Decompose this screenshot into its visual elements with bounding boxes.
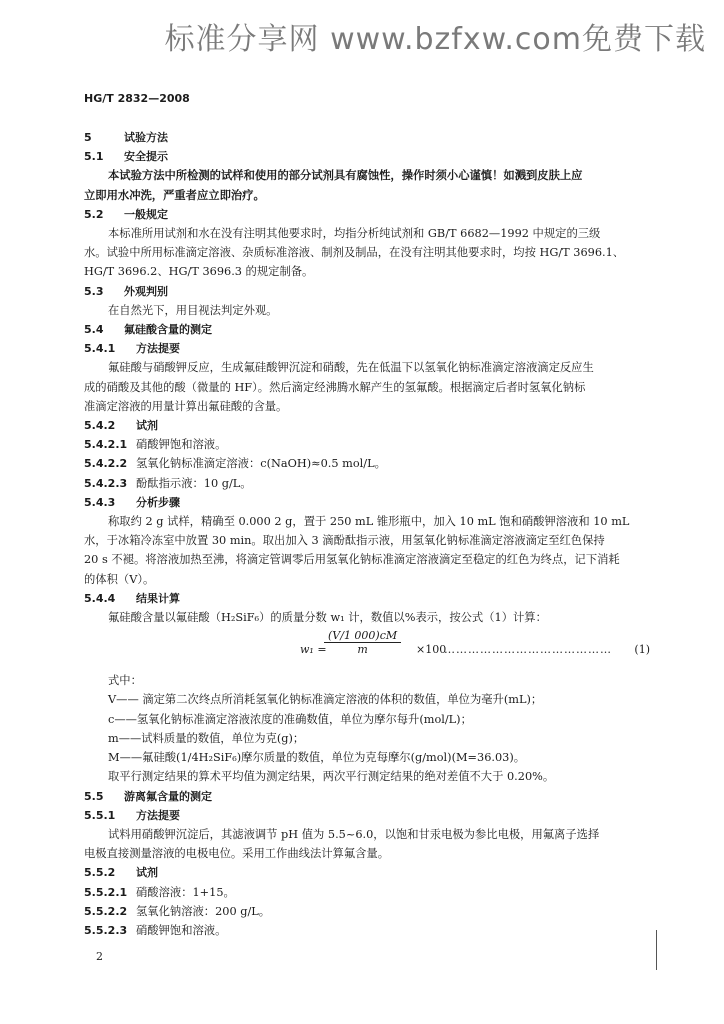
item-text: 氢氧化钠标准滴定溶液：c(NaOH)≈0.5 mol/L。: [136, 457, 386, 471]
section-heading: [84, 863, 654, 882]
variable-definition: m——试料质量的数值，单位为克(g)；: [108, 731, 305, 745]
paragraph-line: 准滴定溶液的用量计算出氟硅酸的含量。: [84, 399, 288, 413]
item-number: 5.5.2.2: [84, 904, 128, 918]
section-heading: [84, 282, 654, 301]
formula-numerator: (V/1 000)cM: [324, 629, 401, 643]
paragraph-line: 水。试验中所用标准滴定溶液、杂质标准溶液、制剂及制品，在没有注明其他要求时，均按 HG/T 3696.1、: [84, 246, 625, 260]
section-title: 一般规定: [124, 207, 168, 221]
paragraph-line: 水，于冰箱冷冻室中放置 30 min。取出加入 3 滴酚酞指示液，用氢氧化钠标准滴定溶液滴定至红色保持: [84, 534, 605, 548]
section-title: 结果计算: [136, 591, 180, 605]
item-number: 5.4.2.1: [84, 438, 128, 452]
paragraph-line: 本试验方法中所检测的试样和使用的部分试剂具有腐蚀性，操作时须小心谨慎！如溅到皮肤上应: [108, 168, 583, 183]
formula-lhs: w₁ =: [300, 643, 327, 657]
item-text: 酚酞指示液：10 g/L。: [136, 476, 252, 490]
formula-multiplier: ×100: [416, 643, 447, 657]
section-title: 方法提要: [136, 342, 180, 356]
list-item: [84, 902, 654, 921]
section-heading: [84, 806, 654, 825]
variable-definition: c——氢氧化钠标准滴定溶液浓度的准确数值，单位为摩尔每升(mol/L)；: [108, 712, 472, 726]
paragraph-line: 取平行测定结果的算术平均值为测定结果，两次平行测定结果的绝对差值不大于 0.20%。: [108, 770, 555, 784]
watermark: 标准分享网 www.bzfxw.com免费下载: [164, 22, 706, 57]
section-heading: [84, 147, 654, 166]
paragraph-line: 成的硝酸及其他的酸（微量的 HF）。然后滴定经沸腾水解产生的氢氟酸。根据滴定后者时氢氧化钠标: [84, 380, 586, 394]
section-heading: [84, 787, 654, 806]
section-number: 5.2: [84, 207, 104, 221]
section-title: 氟硅酸含量的测定: [124, 323, 212, 337]
paragraph-line: 式中：: [108, 674, 142, 688]
item-number: 5.4.2.3: [84, 476, 128, 490]
paragraph-line: 20 s 不褪。将溶液加热至沸，将滴定管调零后用氢氧化钠标准滴定溶液滴定至稳定的红色为终点，记下消耗: [84, 553, 620, 567]
paragraph-line: 称取约 2 g 试样，精确至 0.000 2 g，置于 250 mL 锥形瓶中，加入 10 mL 饱和硝酸钾溶液和 10 mL: [108, 515, 630, 529]
paragraph-line: 立即用水冲洗，严重者应立即治疗。: [84, 187, 265, 202]
formula-1: [84, 629, 654, 669]
section-number: 5.3: [84, 284, 104, 298]
list-item: [84, 474, 654, 493]
section-title: 分析步骤: [136, 495, 180, 509]
item-text: 硝酸钾饱和溶液。: [136, 438, 227, 452]
document-body: [84, 128, 654, 940]
section-heading: [84, 128, 654, 147]
formula-leader-dots: ……………………………………: [444, 643, 612, 657]
variable-definition: V—— 滴定第二次终点所消耗氢氧化钠标准滴定溶液的体积的数值，单位为毫升(mL)；: [108, 693, 543, 707]
formula-number: (1): [634, 643, 650, 657]
section-number: 5.5.2: [84, 866, 116, 880]
list-item: [84, 435, 654, 454]
section-number: 5.4: [84, 323, 104, 337]
section-number: 5.5.1: [84, 808, 116, 822]
item-text: 硝酸钾饱和溶液。: [136, 923, 227, 937]
document-code: HG/T 2832—2008: [84, 92, 190, 105]
section-heading: [84, 320, 654, 339]
list-item: [84, 921, 654, 940]
section-title: 外观判别: [124, 284, 168, 298]
section-title: 安全提示: [124, 150, 168, 164]
list-item: [84, 883, 654, 902]
formula-denominator: m: [357, 643, 368, 657]
section-title: 试剂: [136, 866, 158, 880]
item-number: 5.5.2.3: [84, 923, 128, 937]
scan-edge-line: [656, 930, 657, 970]
paragraph-line: 在自然光下，用目视法判定外观。: [108, 303, 278, 317]
paragraph-line: 的体积（V）。: [84, 572, 155, 586]
paragraph-line: 本标准所用试剂和水在没有注明其他要求时，均指分析纯试剂和 GB/T 6682—1992 中规定的三级: [108, 227, 601, 241]
item-number: 5.5.2.1: [84, 885, 128, 899]
paragraph-line: 试料用硝酸钾沉淀后，其滤液调节 pH 值为 5.5~6.0，以饱和甘汞电极为参比电极，用氟离子选择: [108, 827, 600, 841]
page-number: 2: [96, 950, 103, 963]
item-text: 硝酸溶液：1+15。: [136, 885, 235, 899]
section-title: 试验方法: [124, 131, 168, 144]
section-number: 5.4.1: [84, 342, 116, 356]
formula-fraction: [324, 629, 401, 656]
section-heading: [84, 205, 654, 224]
section-number: 5.4.3: [84, 495, 116, 509]
paragraph-line: 电极直接测量溶液的电极电位。采用工作曲线法计算氟含量。: [84, 847, 390, 861]
section-number: 5.4.2: [84, 419, 116, 433]
item-text: 氢氧化钠溶液：200 g/L。: [136, 904, 271, 918]
list-item: [84, 454, 654, 473]
section-number: 5.4.4: [84, 591, 116, 605]
section-title: 试剂: [136, 419, 158, 433]
section-title: 游离氟含量的测定: [124, 789, 212, 803]
section-heading: [84, 339, 654, 358]
paragraph-line: 氟硅酸含量以氟硅酸（H₂SiF₆）的质量分数 w₁ 计，数值以%表示，按公式（1）计算：: [108, 611, 547, 625]
variable-definition: M——氟硅酸(1/4H₂SiF₆)摩尔质量的数值，单位为克每摩尔(g/mol)(M=36.03)。: [108, 751, 526, 765]
section-heading: [84, 589, 654, 608]
paragraph-line: HG/T 3696.2、HG/T 3696.3 的规定制备。: [84, 265, 314, 279]
section-number: 5.5: [84, 789, 104, 803]
paragraph-line: 氟硅酸与硝酸钾反应，生成氟硅酸钾沉淀和硝酸，先在低温下以氢氧化钠标准滴定溶液滴定反应生: [108, 361, 594, 375]
section-heading: [84, 493, 654, 512]
section-title: 方法提要: [136, 808, 180, 822]
section-heading: [84, 416, 654, 435]
section-number: 5: [84, 131, 92, 144]
item-number: 5.4.2.2: [84, 457, 128, 471]
section-number: 5.1: [84, 150, 104, 164]
